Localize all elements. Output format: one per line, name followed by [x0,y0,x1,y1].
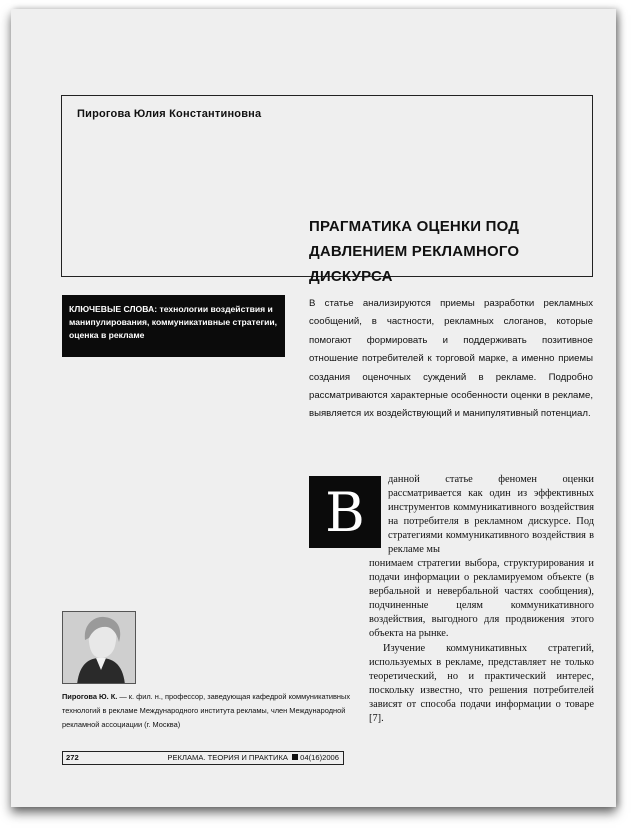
body-paragraph-1-start: данной статье феномен оценки рассматривается как один из эффективных инструментов коммуникативного воздействия на потребителя в рекламном дискурсе. Под стратегиями коммуникативного воздействия в рекламе мы [388,474,594,556]
journal-issue [167,752,339,764]
journal-name: РЕКЛАМА. ТЕОРИЯ И ПРАКТИКА [167,753,289,762]
bio-text: — к. фил. н., профессор, заведующая кафедрой коммуникативных технологий в рекламе Международного института рекламы, член Международной рекламной ассоциации (г. Москва) [62,692,351,729]
page-footer [62,751,344,765]
author-name: Пирогова Юлия Константиновна [77,108,262,120]
article-header-box [61,95,593,285]
bio-name: Пирогова Ю. К. [62,692,118,701]
author-bio [62,690,352,732]
body-paragraph-1-end: понимаем стратегии выбора, структурирования и подачи информации о рекламируемом объекте (в вербальной и невербальной частях сообщения), подчиненные целям коммуникативного воздействия, выгодного для продвижения этого объекта на рынке. [369,558,594,640]
author-photo [62,611,136,684]
body-text-continuation [369,557,594,726]
page-number: 272 [66,753,79,762]
author-portrait-image [63,612,136,684]
issue-number: 04(16)2006 [300,753,339,762]
square-bullet-icon [292,754,298,760]
body-paragraph-2: Изучение коммуникативных стратегий, используемых в рекламе, представляет не только теоретический, но и практический интерес, поскольку известно, что решения потребителей зависят от способа подачи информации о товаре [7]. [369,642,594,725]
title-line-1: ПРАГМАТИКА ОЦЕНКИ ПОД [309,218,520,235]
journal-page [11,9,616,807]
keywords-text: технологии воздействия и манипулирования, коммуникативные стратегии, оценка в рекламе [69,304,278,340]
keywords-label: КЛЮЧЕВЫЕ СЛОВА: [69,304,158,314]
article-title [309,214,589,289]
keywords-box [62,295,285,357]
abstract: В статье анализируются приемы разработки рекламных сообщений, в частности, рекламных слоганов, которые помогают формировать и поддерживать позитивное отношение потребителей к торговой марке, а именно приемы создания оценочных суждений в рекламе. Подробно рассматриваются характерные особенности оценки в рекламе, выявляется их воздействующий и манипулятивный потенциал. [309,298,593,420]
drop-cap: В [309,476,381,548]
title-line-2: ДАВЛЕНИЕМ РЕКЛАМНОГО ДИСКУРСА [309,243,520,285]
